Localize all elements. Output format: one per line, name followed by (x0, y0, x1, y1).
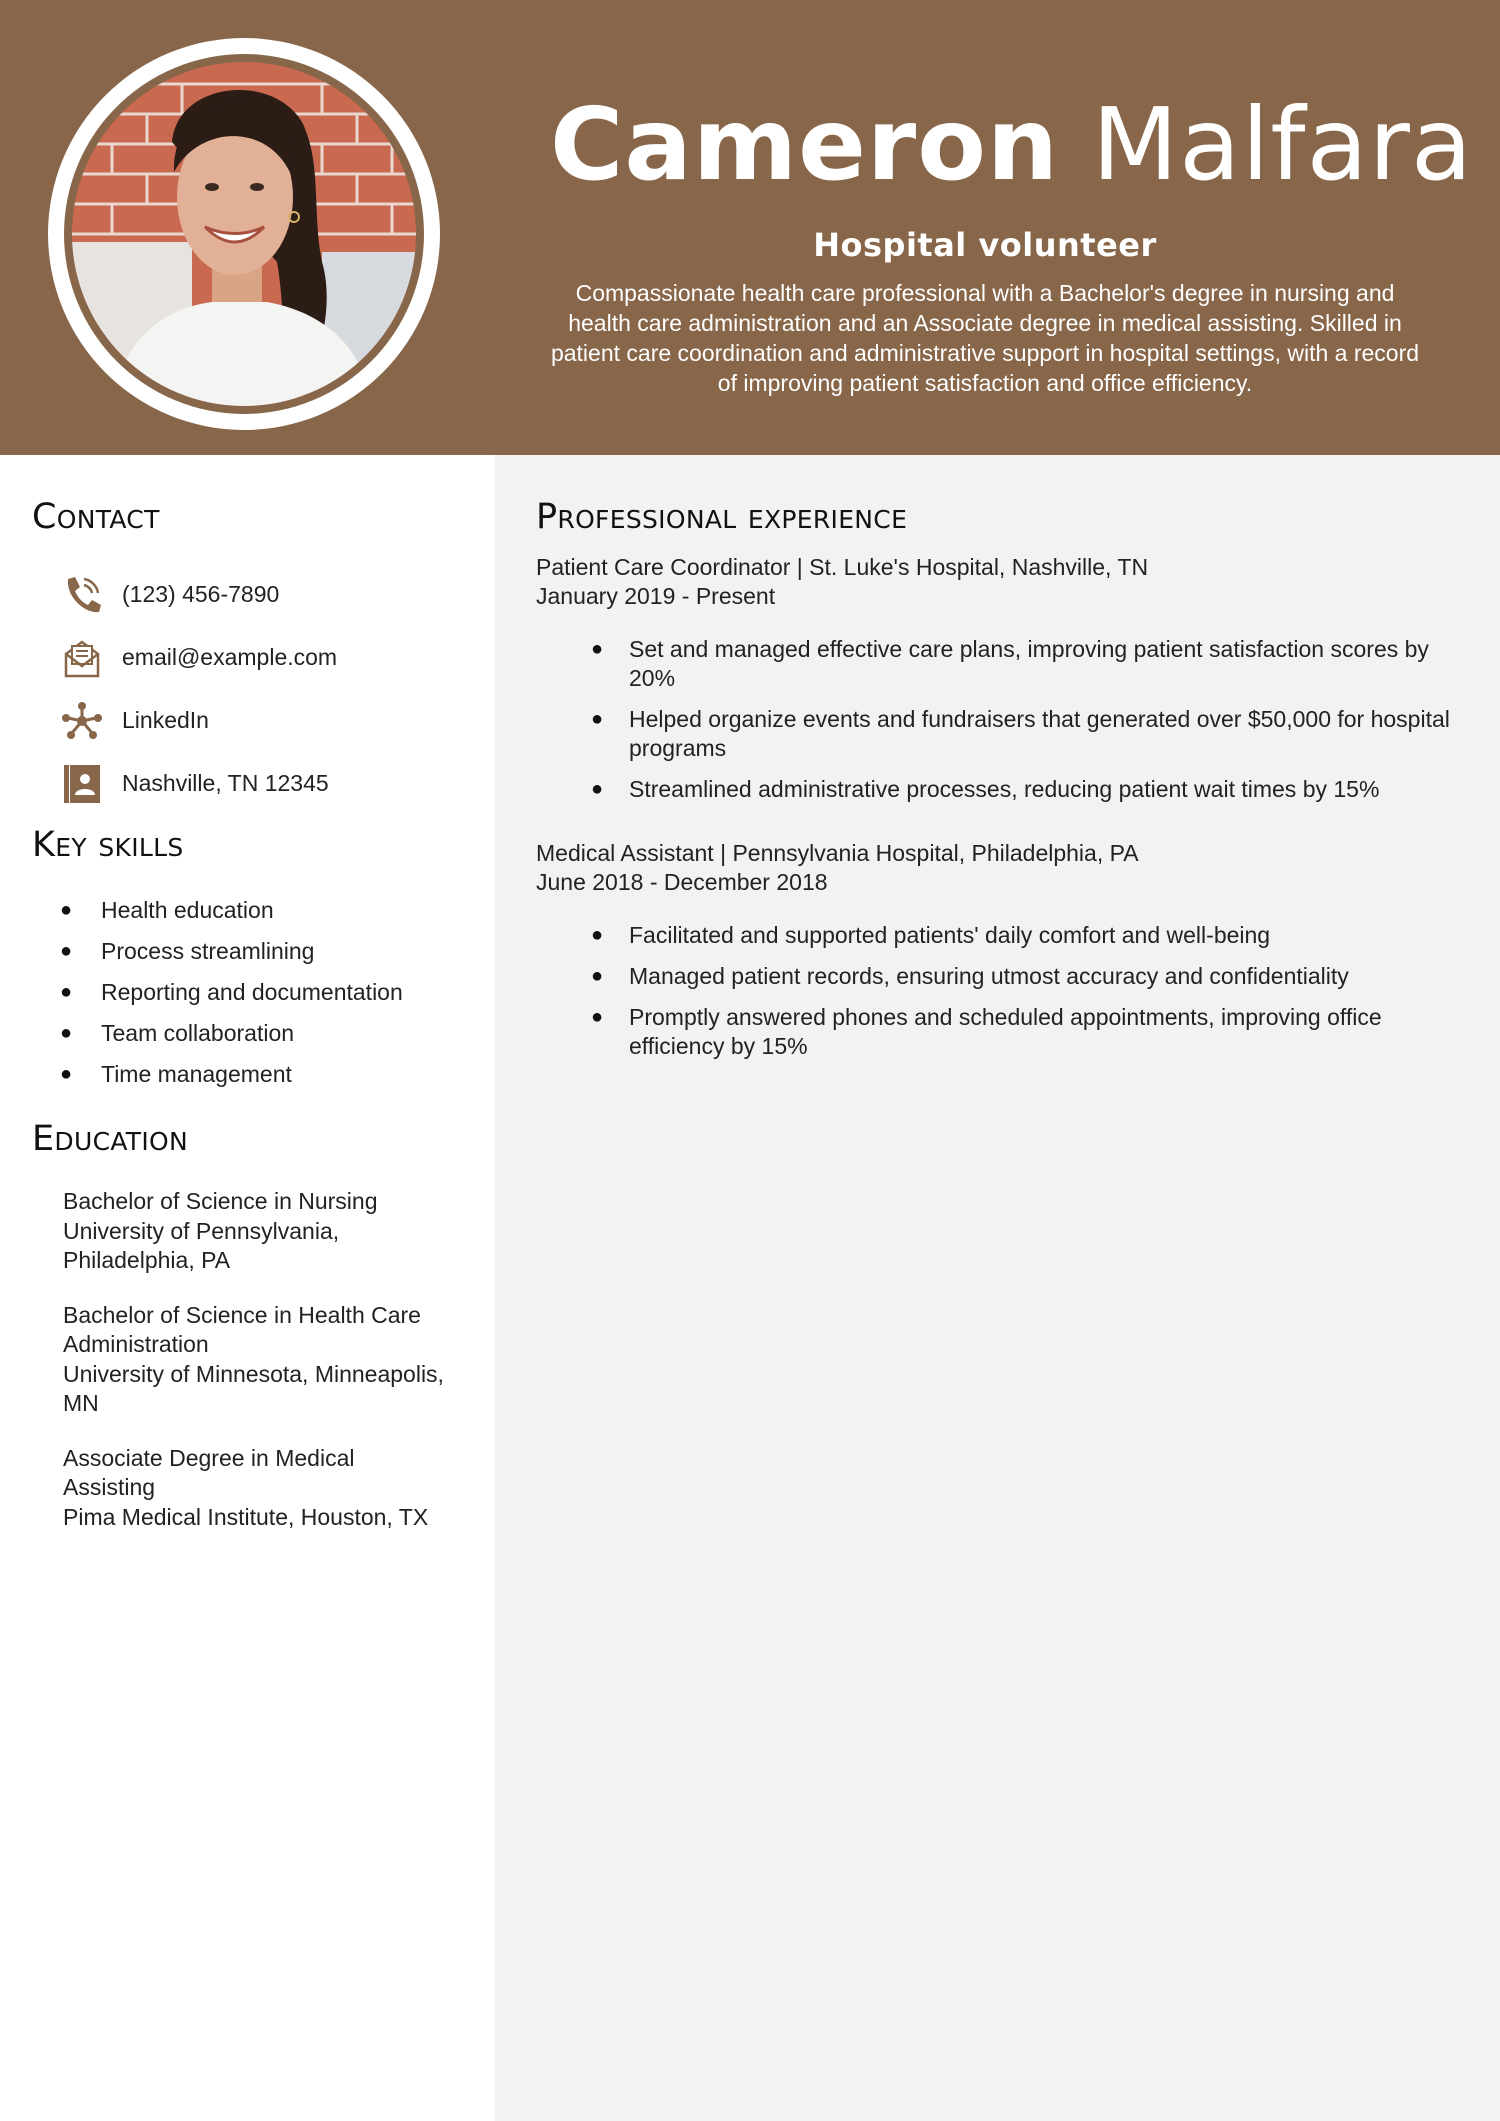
contact-linkedin-text: LinkedIn (122, 707, 209, 733)
list-item (591, 962, 1476, 991)
contact-address (60, 752, 337, 815)
experience-heading: Professional experience (536, 497, 908, 537)
education-entry (63, 1301, 483, 1419)
job-heading: Patient Care Coordinator | St. Luke's Hospital, Nashville, TN (536, 554, 1149, 580)
education-heading: Education (32, 1119, 189, 1159)
job-entry (536, 553, 1476, 816)
bullet-icon: ● (60, 899, 73, 921)
education-line: MN (63, 1390, 99, 1416)
contact-linkedin (60, 689, 337, 752)
bullet-icon: ● (591, 708, 604, 730)
job-bullets (536, 921, 1476, 1061)
education-line: Philadelphia, PA (63, 1247, 231, 1273)
skill-text: Time management (101, 1061, 292, 1087)
education-line: Pima Medical Institute, Houston, TX (63, 1503, 429, 1530)
list-item (60, 931, 403, 972)
profile-photo-border (64, 54, 424, 414)
bullet-icon: ● (591, 778, 604, 800)
skill-text: Process streamlining (101, 938, 315, 964)
job-bullets (536, 635, 1476, 804)
job-bullet-text: Managed patient records, ensuring utmost accuracy and confidentiality (629, 963, 1349, 989)
job-bullet-text: Helped organize events and fundraisers that generated over $50,000 for hospital programs (629, 706, 1450, 761)
list-item (591, 1003, 1476, 1061)
first-name: Cameron (550, 86, 1060, 203)
list-item (60, 1054, 403, 1095)
job-heading: Medical Assistant | Pennsylvania Hospital, Philadelphia, PA (536, 840, 1139, 866)
list-item (591, 635, 1476, 693)
linkedin-network-icon (60, 699, 110, 743)
bullet-icon: ● (60, 1022, 73, 1044)
list-item (60, 890, 403, 931)
job-entry (536, 839, 1476, 1073)
skills-list (60, 890, 403, 1095)
education-entry (63, 1187, 483, 1276)
contact-phone (60, 563, 337, 626)
job-title: Hospital volunteer (813, 226, 1157, 264)
email-icon (60, 636, 110, 680)
contact-address-text: Nashville, TN 12345 (122, 770, 329, 796)
contact-email (60, 626, 337, 689)
education-line: Bachelor of Science in Health Care (63, 1301, 421, 1328)
professional-summary: Compassionate health care professional with a Bachelor's degree in nursing and health care administration and an Associate degree in medical assisting. Skilled in patient care coordination and administrative support in hospital settings, with a record of improving patient satisfaction and office efficiency. (550, 280, 1420, 396)
contact-heading: Contact (32, 497, 160, 537)
bullet-icon: ● (60, 981, 73, 1003)
left-sidebar (0, 455, 495, 2121)
education-line: Associate Degree in Medical (63, 1444, 355, 1471)
last-name: Malfara (1091, 86, 1474, 203)
education-list (63, 1187, 483, 1557)
education-line: Bachelor of Science in Nursing (63, 1188, 378, 1214)
education-line: University of Minnesota, Minneapolis, (63, 1360, 444, 1387)
contact-email-text: email@example.com (122, 644, 338, 670)
header-text (550, 80, 1474, 398)
list-item (591, 705, 1476, 763)
bullet-icon: ● (591, 1006, 604, 1028)
profile-photo (72, 62, 416, 406)
contact-list (60, 563, 337, 815)
list-item (60, 972, 403, 1013)
job-dates: January 2019 - Present (536, 583, 776, 609)
skill-text: Team collaboration (101, 1020, 295, 1046)
list-item (591, 775, 1476, 804)
contact-phone-text: (123) 456-7890 (122, 581, 280, 607)
job-dates: June 2018 - December 2018 (536, 869, 828, 895)
skill-text: Health education (101, 897, 274, 923)
header-banner (0, 0, 1500, 455)
job-bullet-text: Facilitated and supported patients' daily comfort and well-being (629, 922, 1271, 948)
profile-photo-frame (48, 38, 440, 430)
job-bullet-text: Streamlined administrative processes, reducing patient wait times by 15% (629, 776, 1380, 802)
bullet-icon: ● (60, 940, 73, 962)
main-content (495, 455, 1500, 2121)
list-item (60, 1013, 403, 1054)
profile-photo-illustration (72, 62, 416, 406)
phone-icon (60, 573, 110, 617)
skill-text: Reporting and documentation (101, 979, 403, 1005)
address-book-icon (60, 762, 110, 806)
education-line: Administration (63, 1331, 209, 1357)
skills-heading: Key skills (32, 825, 184, 865)
bullet-icon: ● (591, 965, 604, 987)
candidate-name (550, 80, 1474, 210)
bullet-icon: ● (60, 1063, 73, 1085)
education-line: University of Pennsylvania, (63, 1217, 340, 1244)
education-line: Assisting (63, 1474, 156, 1500)
list-item (591, 921, 1476, 950)
bullet-icon: ● (591, 924, 604, 946)
bullet-icon: ● (591, 638, 604, 660)
education-entry (63, 1444, 483, 1533)
job-bullet-text: Promptly answered phones and scheduled appointments, improving office efficiency by 15% (629, 1004, 1382, 1059)
job-bullet-text: Set and managed effective care plans, improving patient satisfaction scores by 20% (629, 636, 1429, 691)
